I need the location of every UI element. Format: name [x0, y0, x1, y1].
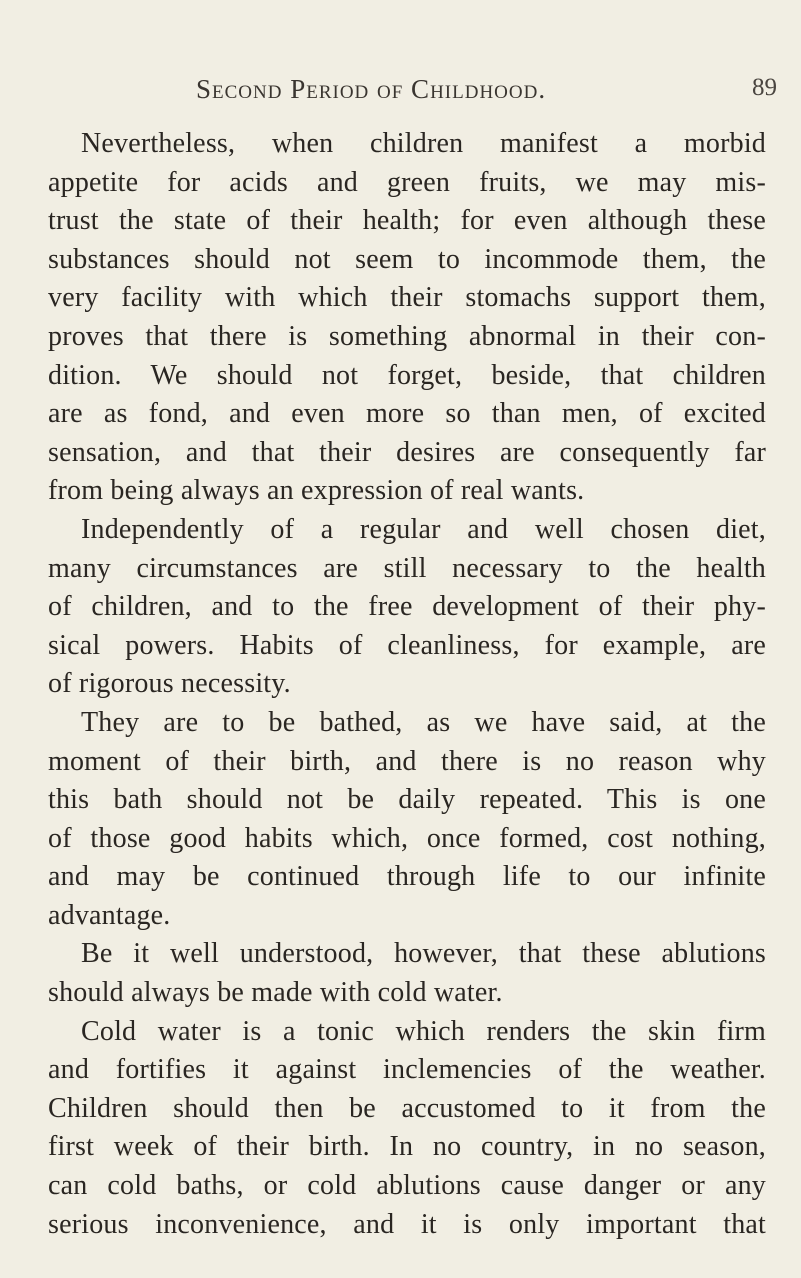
text-line: can cold baths, or cold ablutions cause danger or any	[48, 1170, 766, 1202]
text-line: sical powers. Habits of cleanliness, for example, are	[48, 629, 766, 661]
text-line: moment of their birth, and there is no reason why	[48, 745, 766, 777]
text-line: and fortifies it against inclemencies of the weather.	[48, 1054, 766, 1086]
text-line: trust the state of their health; for even although these	[48, 205, 766, 237]
text-line: Children should then be accustomed to it from the	[48, 1092, 766, 1124]
text-line: sensation, and that their desires are consequently far	[48, 436, 766, 468]
page-number: 89	[752, 74, 777, 101]
text-line: very facility with which their stomachs support them,	[48, 282, 766, 314]
text-line: dition. We should not forget, beside, that children	[48, 359, 766, 391]
text-line: of children, and to the free development of their phy-	[48, 591, 766, 623]
text-line: serious inconvenience, and it is only important that	[48, 1208, 766, 1240]
text-line: this bath should not be daily repeated. This is one	[48, 784, 766, 816]
text-line: advantage.	[48, 899, 171, 931]
text-line: proves that there is something abnormal in their con-	[48, 320, 766, 352]
text-line: should always be made with cold water.	[48, 977, 503, 1009]
text-line: from being always an expression of real wants.	[48, 475, 585, 507]
text-line: of rigorous necessity.	[48, 668, 291, 700]
text-line: Be it well understood, however, that these ablutions	[81, 938, 766, 970]
text-line: Independently of a regular and well chosen diet,	[81, 513, 766, 545]
text-line: and may be continued through life to our infinite	[48, 861, 766, 893]
text-line: of those good habits which, once formed, cost nothing,	[48, 822, 766, 854]
text-line: Cold water is a tonic which renders the skin firm	[81, 1015, 766, 1047]
text-line: appetite for acids and green fruits, we may mis-	[48, 166, 766, 198]
text-line: substances should not seem to incommode them, the	[48, 243, 766, 275]
text-line: are as fond, and even more so than men, of excited	[48, 398, 766, 430]
text-line: They are to be bathed, as we have said, at the	[81, 706, 766, 738]
running-head	[0, 74, 801, 114]
text-line: many circumstances are still necessary to the health	[48, 552, 766, 584]
text-line: Nevertheless, when children manifest a morbid	[81, 128, 766, 159]
running-title: Second Period of Childhood.	[196, 74, 547, 104]
text-line: first week of their birth. In no country, in no season,	[48, 1131, 766, 1163]
body-text	[48, 125, 766, 1244]
